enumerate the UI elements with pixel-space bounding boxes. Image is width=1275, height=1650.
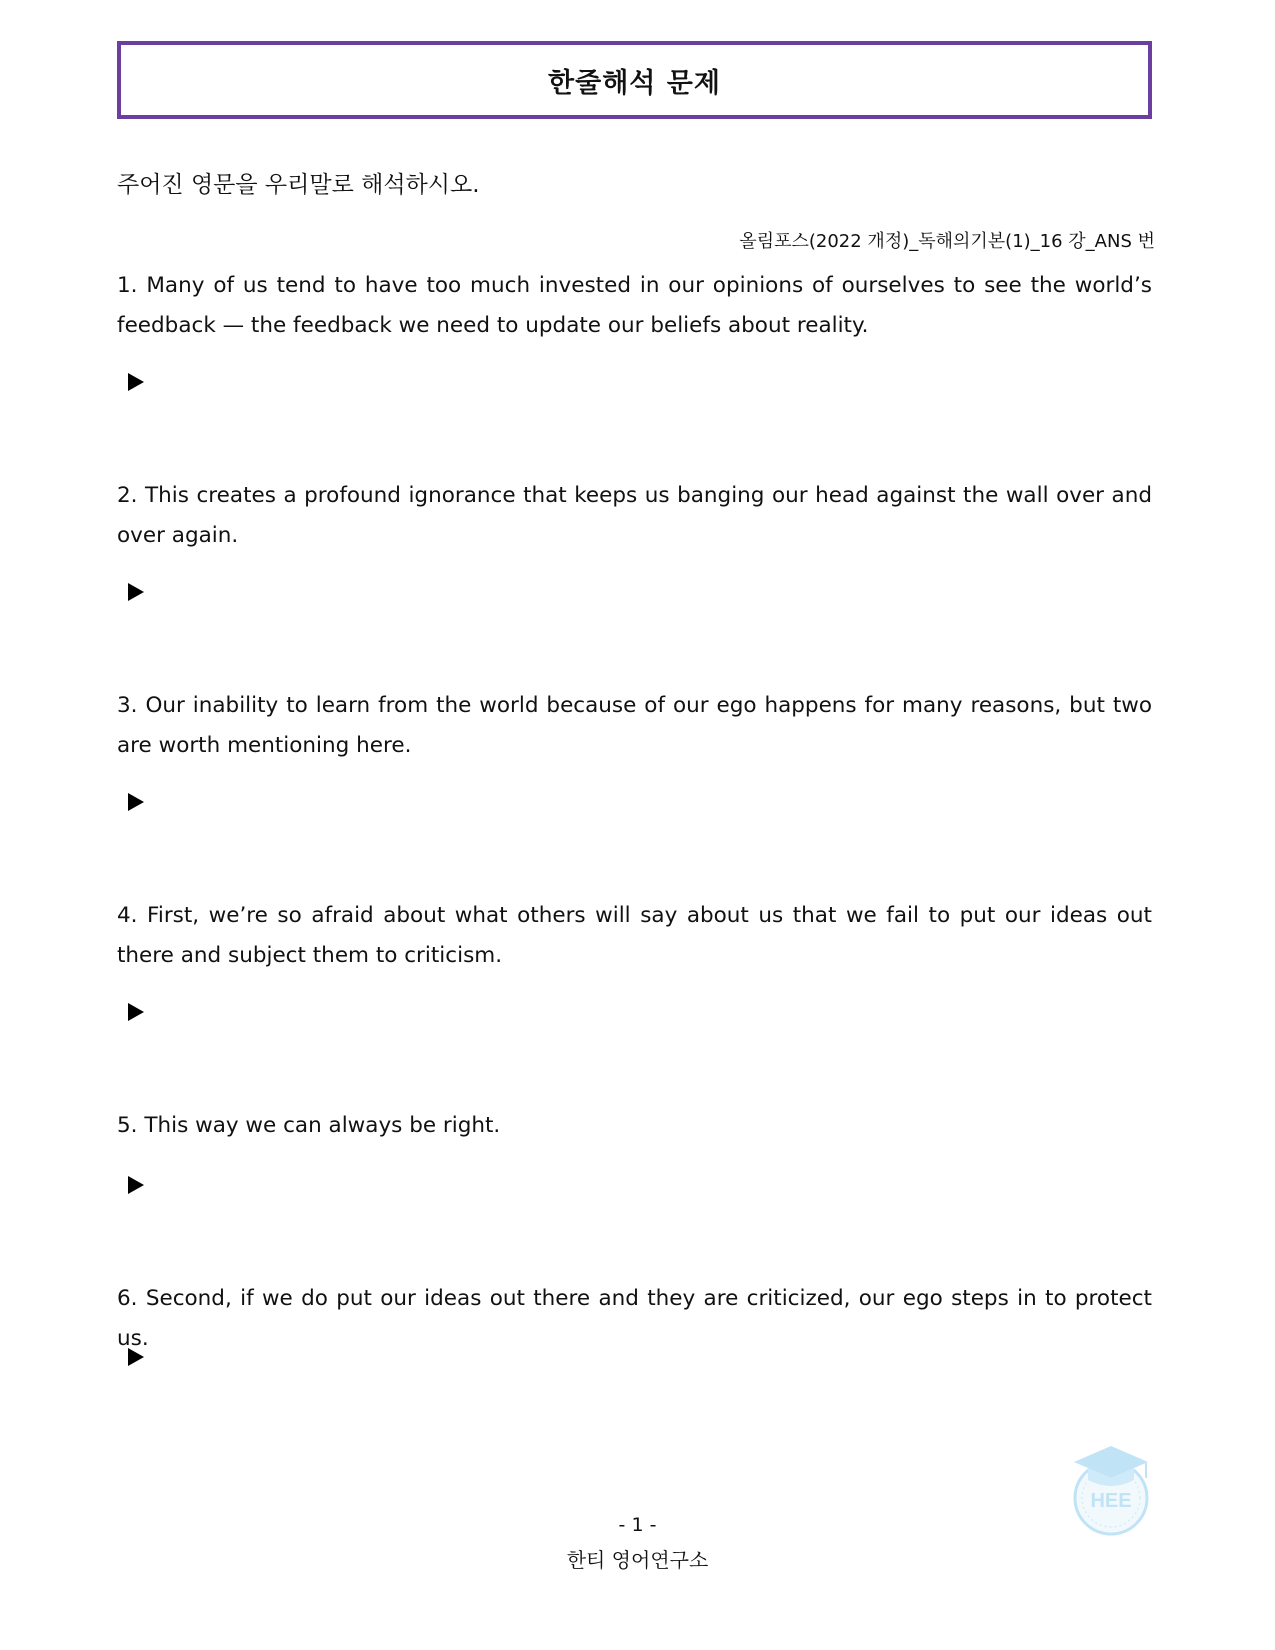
answer-marker-icon bbox=[128, 583, 144, 601]
answer-marker-icon bbox=[128, 373, 144, 391]
question-4: 4. First, we’re so afraid about what others will say about us that we fail to put our ideas out there and subject them to criticism. bbox=[117, 903, 1152, 968]
answer-marker-icon bbox=[128, 1348, 144, 1366]
page-title: 한줄해석 문제 bbox=[548, 67, 721, 99]
source-reference: 올림포스(2022 개정)_독해의기본(1)_16 강_ANS 번 bbox=[739, 231, 1155, 252]
title-box bbox=[117, 41, 1152, 119]
instruction-text: 주어진 영문을 우리말로 해석하시오. bbox=[117, 172, 480, 198]
answer-marker-icon bbox=[128, 1176, 144, 1194]
publisher-footer: 한티 영어연구소 bbox=[566, 1548, 709, 1572]
question-3: 3. Our inability to learn from the world because of our ego happens for many reasons, but two are worth mentioning here. bbox=[117, 693, 1152, 758]
question-5: 5. This way we can always be right. bbox=[117, 1113, 501, 1138]
graduation-cap-logo-icon bbox=[1068, 1442, 1154, 1538]
answer-marker-icon bbox=[128, 1003, 144, 1021]
question-6: 6. Second, if we do put our ideas out there and they are criticized, our ego steps in to protect us. bbox=[117, 1286, 1152, 1351]
question-1: 1. Many of us tend to have too much invested in our opinions of ourselves to see the world’s feedback — the feedback we need to update our beliefs about reality. bbox=[117, 273, 1152, 338]
page-number: - 1 - bbox=[618, 1514, 657, 1536]
answer-marker-icon bbox=[128, 793, 144, 811]
question-2: 2. This creates a profound ignorance that keeps us banging our head against the wall over and over again. bbox=[117, 483, 1152, 548]
logo-text: HEE bbox=[1090, 1490, 1132, 1512]
